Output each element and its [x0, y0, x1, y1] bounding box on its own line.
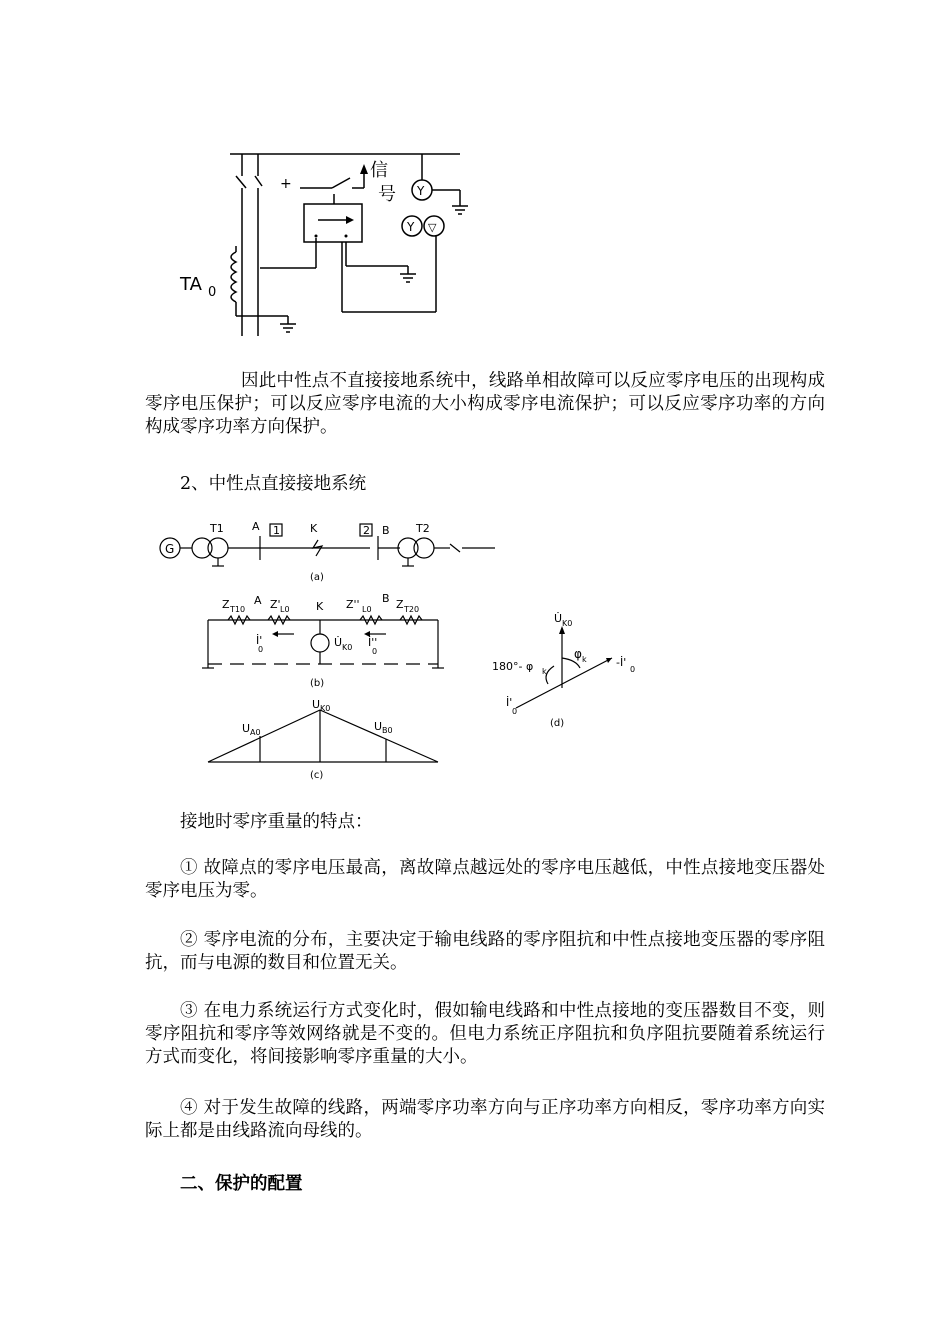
section-2-title: 2、中性点直接接地系统 — [180, 474, 367, 494]
current-transformer-coil — [231, 252, 236, 302]
point-1: ① 故障点的零序电压最高，离故障点越远处的零序电压越低，中性点接地变压器处零序电压为零。 — [145, 858, 825, 901]
b-uk0-sub: K0 — [342, 643, 353, 652]
relay-box — [304, 204, 362, 242]
a-t2: T2 — [416, 522, 430, 535]
a-K: K — [310, 522, 318, 535]
a-B: B — [382, 524, 390, 537]
signal-label-1: 信 — [370, 160, 388, 181]
plus-label: + — [280, 176, 292, 192]
vt-y-left: Y — [407, 220, 415, 234]
vt-y-top: Y — [417, 184, 425, 198]
b-A: A — [254, 594, 262, 607]
d-minus-i0-sub: 0 — [630, 665, 636, 674]
b-zl0pp-sub: L0 — [362, 605, 372, 614]
b-z2-sub: T20 — [404, 605, 420, 614]
d-uk0: U̇ — [554, 612, 563, 625]
a-t1: T1 — [210, 522, 224, 535]
point-3: ③ 在电力系统运行方式变化时，假如输电线路和中性点接地的变压器数目不变，则零序阻抗和零序等效网络就是不变的。但电力系统正序阻抗和负序阻抗要随着系统运行方式而变化，将间接影响零序重量的大小。 — [145, 1001, 825, 1067]
d-caption: (d) — [550, 718, 565, 729]
b-i0pp-sub: 0 — [372, 647, 378, 656]
b-z2: Z — [396, 598, 404, 611]
b-i0p: İ' — [256, 634, 263, 647]
vt-delta: ▽ — [428, 221, 437, 234]
c-ub0-sub: B0 — [382, 726, 393, 735]
c-ub0: U — [374, 720, 383, 733]
zero-sequence-protection-diagram — [160, 140, 480, 340]
b-z1: Z — [222, 598, 230, 611]
zero-sequence-network-diagram — [150, 518, 670, 788]
b-zl0pp: Z'' — [346, 598, 360, 611]
b-caption: (b) — [310, 678, 325, 689]
c-uk0-sub: K0 — [320, 704, 331, 713]
c-uk0: U — [312, 698, 321, 711]
b-zl0p-sub: L0 — [280, 605, 290, 614]
a-gen: G — [165, 542, 175, 556]
a-caption: (a) — [310, 572, 324, 583]
b-B: B — [382, 592, 390, 605]
c-ua0-sub: A0 — [250, 728, 261, 737]
c-ua0: U — [242, 722, 251, 735]
d-i0: İ' — [506, 696, 513, 709]
a-A: A — [252, 520, 260, 533]
d-minus-i0: -İ' — [616, 656, 627, 669]
c-caption: (c) — [310, 770, 324, 781]
b-zl0p: Z' — [270, 598, 281, 611]
signal-label-2: 号 — [378, 184, 396, 205]
a-box2: 2 — [363, 524, 370, 537]
b-i0p-sub: 0 — [258, 645, 264, 654]
d-uk0-sub: K0 — [562, 619, 573, 628]
ta-label: TA — [180, 274, 202, 295]
point-2: ② 零序电流的分布，主要决定于输电线路的零序阻抗和中性点接地变压器的零序阻抗，而与电源的数目和位置无关。 — [145, 930, 825, 973]
features-title: 接地时零序重量的特点： — [180, 812, 373, 832]
d-phi: φ — [574, 647, 582, 661]
b-z1-sub: T10 — [230, 605, 246, 614]
d-angle: 180°- φ — [492, 660, 534, 673]
d-phi-sub: k — [582, 655, 587, 664]
b-i0pp: İ'' — [368, 636, 378, 649]
a-box1: 1 — [273, 524, 280, 537]
point-4: ④ 对于发生故障的线路，两端零序功率方向与正序功率方向相反，零序功率方向实际上都是由线路流向母线的。 — [145, 1098, 825, 1141]
d-angle-sub: k — [542, 667, 547, 676]
ta-sub: 0 — [208, 285, 217, 300]
paragraph-1: 因此中性点不直接接地系统中，线路单相故障可以反应零序电压的出现构成零序电压保护；可以反应零序电流的大小构成零序电流保护；可以反应零序功率的方向构成零序功率方向保护。 — [145, 371, 825, 437]
section-heading: 二、保护的配置 — [180, 1174, 303, 1194]
d-i0-sub: 0 — [512, 707, 518, 716]
b-K: K — [316, 600, 324, 613]
b-uk0: U̇ — [334, 636, 343, 649]
